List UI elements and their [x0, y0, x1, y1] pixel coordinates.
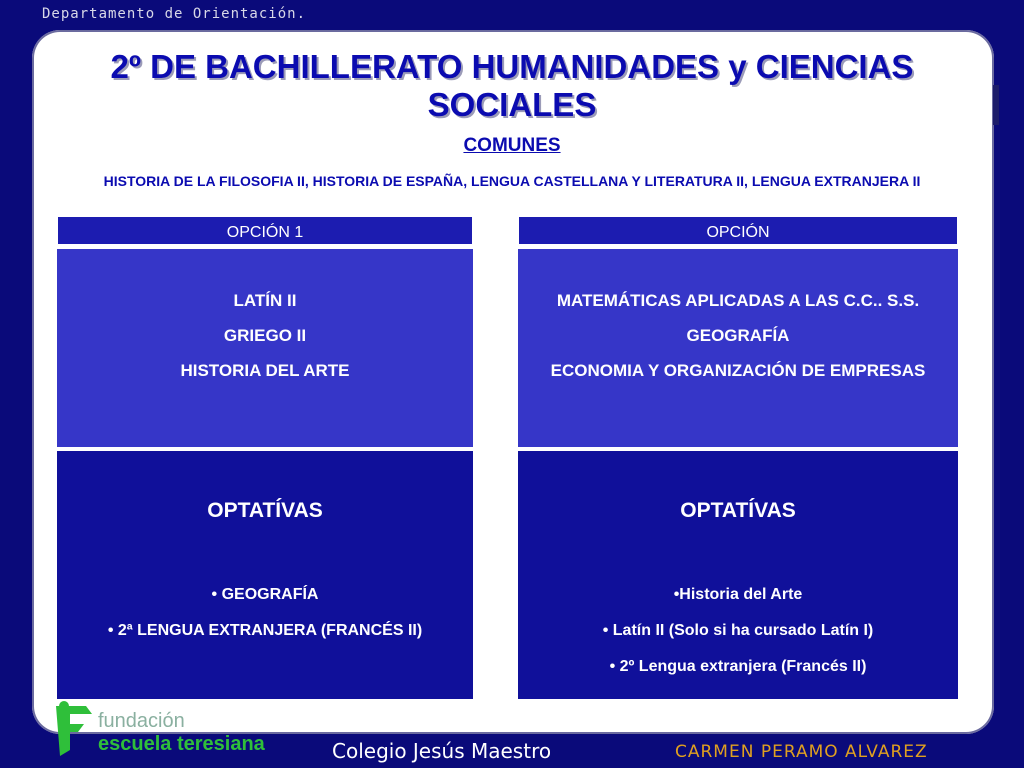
option-1-subject: GRIEGO II: [223, 326, 307, 345]
option-1-subject: HISTORIA DEL ARTE: [180, 361, 350, 380]
option-1-optativas-title: OPTATÍVAS: [207, 499, 323, 522]
top-strip: [0, 0, 1024, 30]
slide-title: 2º DE BACHILLERATO HUMANIDADES y CIENCIAS SOCIALES: [110, 48, 914, 123]
option-1-optativa: • GEOGRAFÍA: [211, 586, 319, 603]
option-1-optativa: • 2ª LENGUA EXTRANJERA (FRANCÉS II): [107, 622, 423, 639]
logo-line-2: escuela teresiana: [98, 733, 265, 755]
option-2-header: OPCIÓN: [518, 216, 958, 245]
school-name: Colegio Jesús Maestro: [332, 739, 552, 763]
option-2-optativa: •Historia del Arte: [673, 586, 803, 603]
logo-line-1: fundación: [98, 710, 185, 732]
side-tab: [993, 85, 999, 125]
option-2-subject: MATEMÁTICAS APLICADAS A LAS C.C.. S.S.: [556, 291, 920, 310]
author-name: CARMEN PERAMO ALVAREZ: [675, 742, 928, 762]
option-2-optativas-title: OPTATÍVAS: [680, 499, 796, 522]
comunes-subjects: HISTORIA DE LA FILOSOFIA II, HISTORIA DE ESPAÑA, LENGUA CASTELLANA Y LITERATURA II, LENGUA EXTRANJERA II: [103, 173, 921, 189]
option-2-subjects: [518, 249, 958, 447]
option-1-subjects: [57, 249, 473, 447]
option-2-optativas: [518, 451, 958, 699]
department-label: Departamento de Orientación.: [42, 6, 307, 22]
option-2-optativa: • Latín II (Solo si ha cursado Latín I): [602, 622, 874, 639]
option-1-optativas: [57, 451, 473, 699]
option-1-header: OPCIÓN 1: [57, 216, 473, 245]
comunes-heading: COMUNES: [463, 135, 561, 156]
option-2-subject: ECONOMIA Y ORGANIZACIÓN DE EMPRESAS: [550, 361, 926, 380]
option-2-subject: GEOGRAFÍA: [686, 326, 790, 345]
option-2-optativa: • 2º Lengua extranjera (Francés II): [609, 658, 867, 675]
option-1-subject: LATÍN II: [233, 291, 297, 310]
